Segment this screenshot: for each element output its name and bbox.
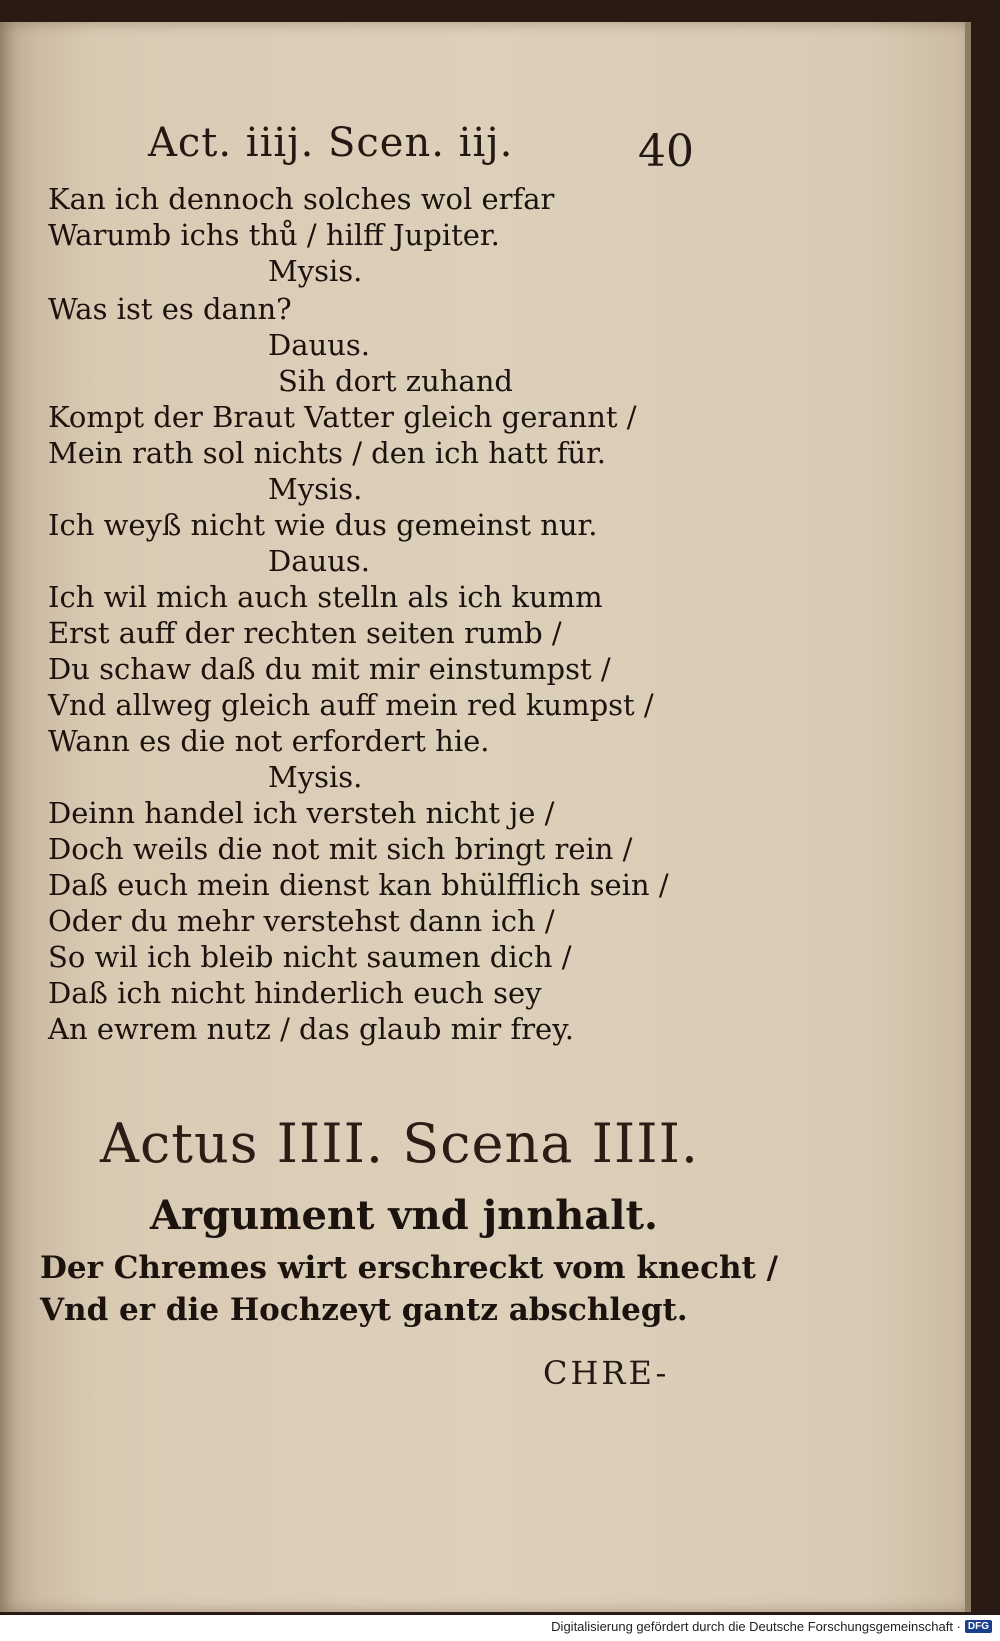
- verse-line: Was ist es dann?: [48, 292, 292, 326]
- digitization-footer: [551, 1619, 992, 1634]
- act-heading: Actus IIII. Scena IIII.: [100, 1112, 700, 1175]
- argument-line: Der Chremes wirt erschreckt vom knecht /: [40, 1250, 778, 1286]
- verse-line: Oder du mehr verstehst dann ich /: [48, 904, 555, 938]
- running-head: Act. iiij. Scen. iij.: [148, 120, 514, 166]
- page-number: 40: [638, 126, 694, 177]
- verse-line: Warumb ichs thů / hilff Jupiter.: [48, 218, 500, 252]
- argument-heading: Argument vnd jnnhalt.: [150, 1192, 658, 1239]
- book-page: [0, 22, 971, 1612]
- verse-line: Mein rath sol nichts / den ich hatt für.: [48, 436, 607, 470]
- verse-line: Ich weyß nicht wie dus gemeinst nur.: [48, 508, 598, 542]
- dfg-logo: DFG: [965, 1620, 992, 1633]
- verse-line: Doch weils die not mit sich bringt rein /: [48, 832, 633, 866]
- speaker-name: Dauus.: [268, 328, 370, 362]
- verse-line: Ich wil mich auch stelln als ich kumm: [48, 580, 603, 614]
- verse-line: Du schaw daß du mit mir einstumpst /: [48, 652, 611, 686]
- verse-line: So wil ich bleib nicht saumen dich /: [48, 940, 572, 974]
- verse-line: Sih dort zuhand: [278, 364, 513, 398]
- verse-line: Daß euch mein dienst kan bhülfflich sein /: [48, 868, 669, 902]
- verse-line: Deinn handel ich versteh nicht je /: [48, 796, 555, 830]
- footer-credit: Digitalisierung gefördert durch die Deutsche Forschungsgemeinschaft ·: [551, 1619, 961, 1634]
- verse-line: Kompt der Braut Vatter gleich gerannt /: [48, 400, 637, 434]
- verse-line: Kan ich dennoch solches wol erfar: [48, 182, 555, 216]
- verse-line: Erst auff der rechten seiten rumb /: [48, 616, 562, 650]
- verse-line: Daß ich nicht hinderlich euch sey: [48, 976, 542, 1010]
- speaker-name: Mysis.: [268, 760, 363, 794]
- argument-line: Vnd er die Hochzeyt gantz abschlegt.: [40, 1292, 688, 1328]
- verse-line: Vnd allweg gleich auff mein red kumpst /: [48, 688, 654, 722]
- speaker-name: Mysis.: [268, 254, 363, 288]
- verse-line: Wann es die not erfordert hie.: [48, 724, 490, 758]
- speaker-name: Dauus.: [268, 544, 370, 578]
- speaker-name: Mysis.: [268, 472, 363, 506]
- verse-line: An ewrem nutz / das glaub mir frey.: [48, 1012, 574, 1046]
- catchword: CHRE-: [543, 1354, 670, 1392]
